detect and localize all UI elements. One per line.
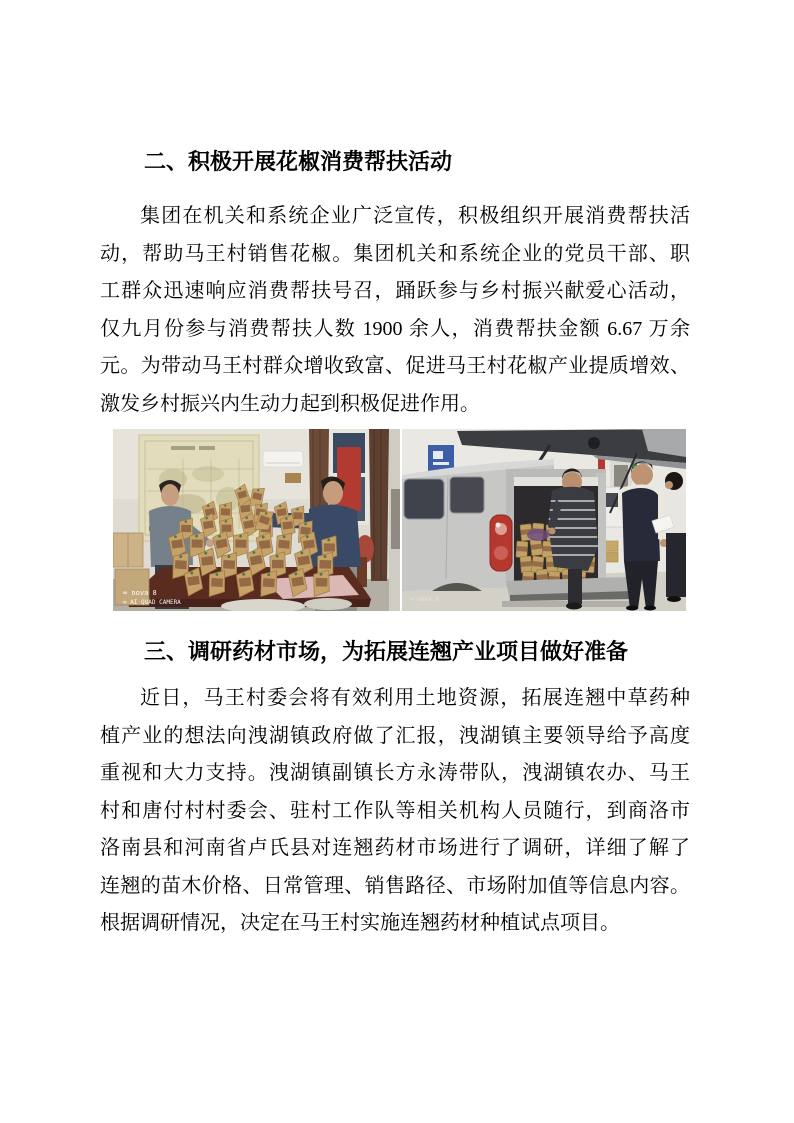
paragraph-line: 近日，马王村委会将有效利用土地资源，拓展连翘中草药种 (140, 687, 690, 709)
paragraph-line: 连翘的苗木价格、日常管理、销售路径、市场附加值等信息内容。 (100, 874, 690, 897)
paragraph-line: 激发乡村振兴内生动力起到积极促进作用。 (100, 392, 480, 415)
paragraph-line: 植产业的想法向洩湖镇政府做了汇报，洩湖镇主要领导给予高度 (100, 724, 690, 747)
svg-text:∞ nova 8: ∞ nova 8 (123, 589, 157, 597)
air-conditioner (263, 451, 303, 467)
paragraph-line: 动，帮助马王村销售花椒。集团机关和系统企业的党员干部、职 (100, 242, 690, 265)
purple-net (527, 529, 549, 541)
paragraph-line: 元。为带动马王村群众增收致富、促进马王村花椒产业提质增效、 (100, 355, 690, 377)
paragraph-line: 重视和大力支持。洩湖镇副镇长方永涛带队，洩湖镇农办、马王 (100, 762, 690, 784)
plastic-sheet-2 (304, 598, 352, 610)
paragraph-line: 村和唐付村村委会、驻村工作队等相关机构人员随行，到商洛市 (100, 799, 690, 822)
photo-loading-van (402, 429, 686, 611)
wall-plaque (285, 473, 301, 483)
paragraph-line: 集团在机关和系统企业广泛宣传，积极组织开展消费帮扶活 (140, 205, 690, 227)
paragraph-herb-market-research (100, 680, 690, 943)
paragraph-line: 工群众迅速响应消费帮扶号召，踊跃参与乡村振兴献爱心活动， (100, 280, 690, 302)
photo-packing-pepper-bags (113, 429, 400, 611)
photo-row (113, 429, 686, 611)
svg-text:∞ nova 8: ∞ nova 8 (410, 596, 439, 603)
paragraph-line: 根据调研情况，决定在马王村实施连翘药材种植试点项目。 (100, 912, 620, 934)
section-heading-pepper-support: 二、积极开展花椒消费帮扶活动 (144, 149, 453, 174)
paragraph-line: 洛南县和河南省卢氏县对连翘药材市场进行了调研，详细了解了 (100, 837, 690, 859)
paragraph-consumption-support (100, 198, 690, 423)
tail-light (490, 515, 512, 571)
paragraph-line: 仅九月份参与消费帮扶人数 1900 余人，消费帮扶金额 6.67 万余 (100, 317, 690, 340)
svg-text:∞ AI QUAD CAMERA: ∞ AI QUAD CAMERA (123, 599, 181, 606)
camera-watermark (410, 596, 439, 603)
section-heading-herb-market: 三、调研药材市场，为拓展连翘产业项目做好准备 (144, 639, 629, 664)
cabinet (391, 489, 400, 549)
